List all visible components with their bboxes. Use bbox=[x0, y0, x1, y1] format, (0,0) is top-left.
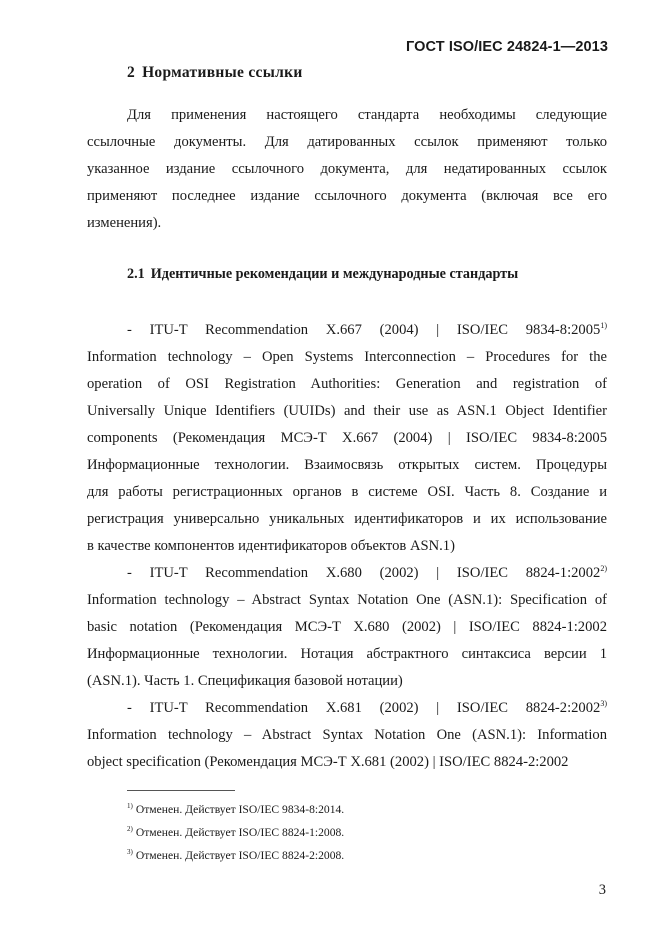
paragraph-line: Information technology – Abstract Syntax Notation One (ASN.1): Specification of bbox=[87, 592, 607, 608]
paragraph-line: Universally Unique Identifiers (UUIDs) and their use as ASN.1 Object Identifier bbox=[87, 403, 607, 419]
subsection-number: 2.1 bbox=[127, 266, 145, 282]
paragraph-line: для работы регистрационных органов в системе OSI. Часть 8. Создание и bbox=[87, 484, 607, 500]
paragraph-line: Информационные технологии. Взаимосвязь открытых систем. Процедуры bbox=[87, 457, 607, 473]
footnote bbox=[127, 803, 344, 816]
intro-paragraph bbox=[87, 102, 607, 237]
reference-item bbox=[87, 695, 607, 776]
paragraph-line: Информационные технологии. Нотация абстрактного синтаксиса версии 1 bbox=[87, 646, 607, 662]
footnote-marker: 1) bbox=[127, 802, 133, 810]
section-title bbox=[127, 64, 303, 82]
reference-item bbox=[87, 560, 607, 695]
paragraph-line: регистрация универсально уникальных идентификаторов и их использование bbox=[87, 511, 607, 527]
paragraph-line: operation of OSI Registration Authorities: Generation and registration of bbox=[87, 376, 607, 392]
paragraph-line: object specification (Рекомендация МСЭ-Т X.681 (2002) | ISO/IEC 8824-2:2002 bbox=[87, 754, 569, 770]
paragraph-line: указанное издание ссылочного документа, для недатированных ссылок bbox=[87, 161, 607, 177]
paragraph-line: изменения). bbox=[87, 215, 162, 231]
footnote-text: Отменен. Действует ISO/IEC 8824-2:2008. bbox=[135, 849, 345, 862]
subsection-title bbox=[127, 266, 518, 283]
reference-first-line bbox=[87, 695, 607, 722]
footnote-marker: 2) bbox=[600, 564, 607, 573]
reference-designation: - ITU-T Recommendation X.680 (2002) | ISO/IEC 8824-1:2002 bbox=[127, 565, 601, 581]
paragraph-line: Information technology – Abstract Syntax Notation One (ASN.1): Information bbox=[87, 727, 607, 743]
reference-item bbox=[87, 317, 607, 560]
reference-first-line bbox=[87, 560, 607, 587]
subsection-title-text: Идентичные рекомендации и международные стандарты bbox=[150, 266, 519, 282]
footnote-marker: 2) bbox=[127, 825, 133, 833]
paragraph-line: basic notation (Рекомендация МСЭ-Т X.680 (2002) | ISO/IEC 8824-1:2002 bbox=[87, 619, 607, 635]
footnote-marker: 1) bbox=[600, 321, 607, 330]
section-number: 2 bbox=[127, 64, 136, 81]
paragraph-line: в качестве компонентов идентификаторов объектов ASN.1) bbox=[87, 538, 455, 554]
footnote-marker: 3) bbox=[600, 699, 607, 708]
reference-designation: - ITU-T Recommendation X.681 (2002) | ISO/IEC 8824-2:2002 bbox=[127, 700, 601, 716]
footnote bbox=[127, 826, 344, 839]
paragraph-line: применяют последнее издание ссылочного документа (включая все его bbox=[87, 188, 607, 204]
paragraph-line: (ASN.1). Часть 1. Спецификация базовой нотации) bbox=[87, 673, 403, 689]
footnote bbox=[127, 849, 344, 862]
footnote-text: Отменен. Действует ISO/IEC 8824-1:2008. bbox=[135, 826, 345, 839]
section-title-text: Нормативные ссылки bbox=[142, 64, 303, 81]
footnote-marker: 3) bbox=[127, 848, 133, 856]
paragraph-line: components (Рекомендация МСЭ-Т X.667 (2004) | ISO/IEC 9834-8:2005 bbox=[87, 430, 607, 446]
paragraph-line: Для применения настоящего стандарта необходимы следующие bbox=[127, 107, 607, 123]
reference-first-line bbox=[87, 317, 607, 344]
page-number: 3 bbox=[598, 882, 606, 898]
footnote-text: Отменен. Действует ISO/IEC 9834-8:2014. bbox=[135, 803, 345, 816]
paragraph-line: ссылочные документы. Для датированных ссылок применяют только bbox=[87, 134, 607, 150]
reference-designation: - ITU-T Recommendation X.667 (2004) | ISO/IEC 9834-8:2005 bbox=[127, 322, 601, 338]
document-header: ГОСТ ISO/IEC 24824-1—2013 bbox=[406, 39, 608, 55]
footnote-divider bbox=[127, 790, 235, 791]
paragraph-line: Information technology – Open Systems Interconnection – Procedures for the bbox=[87, 349, 607, 365]
